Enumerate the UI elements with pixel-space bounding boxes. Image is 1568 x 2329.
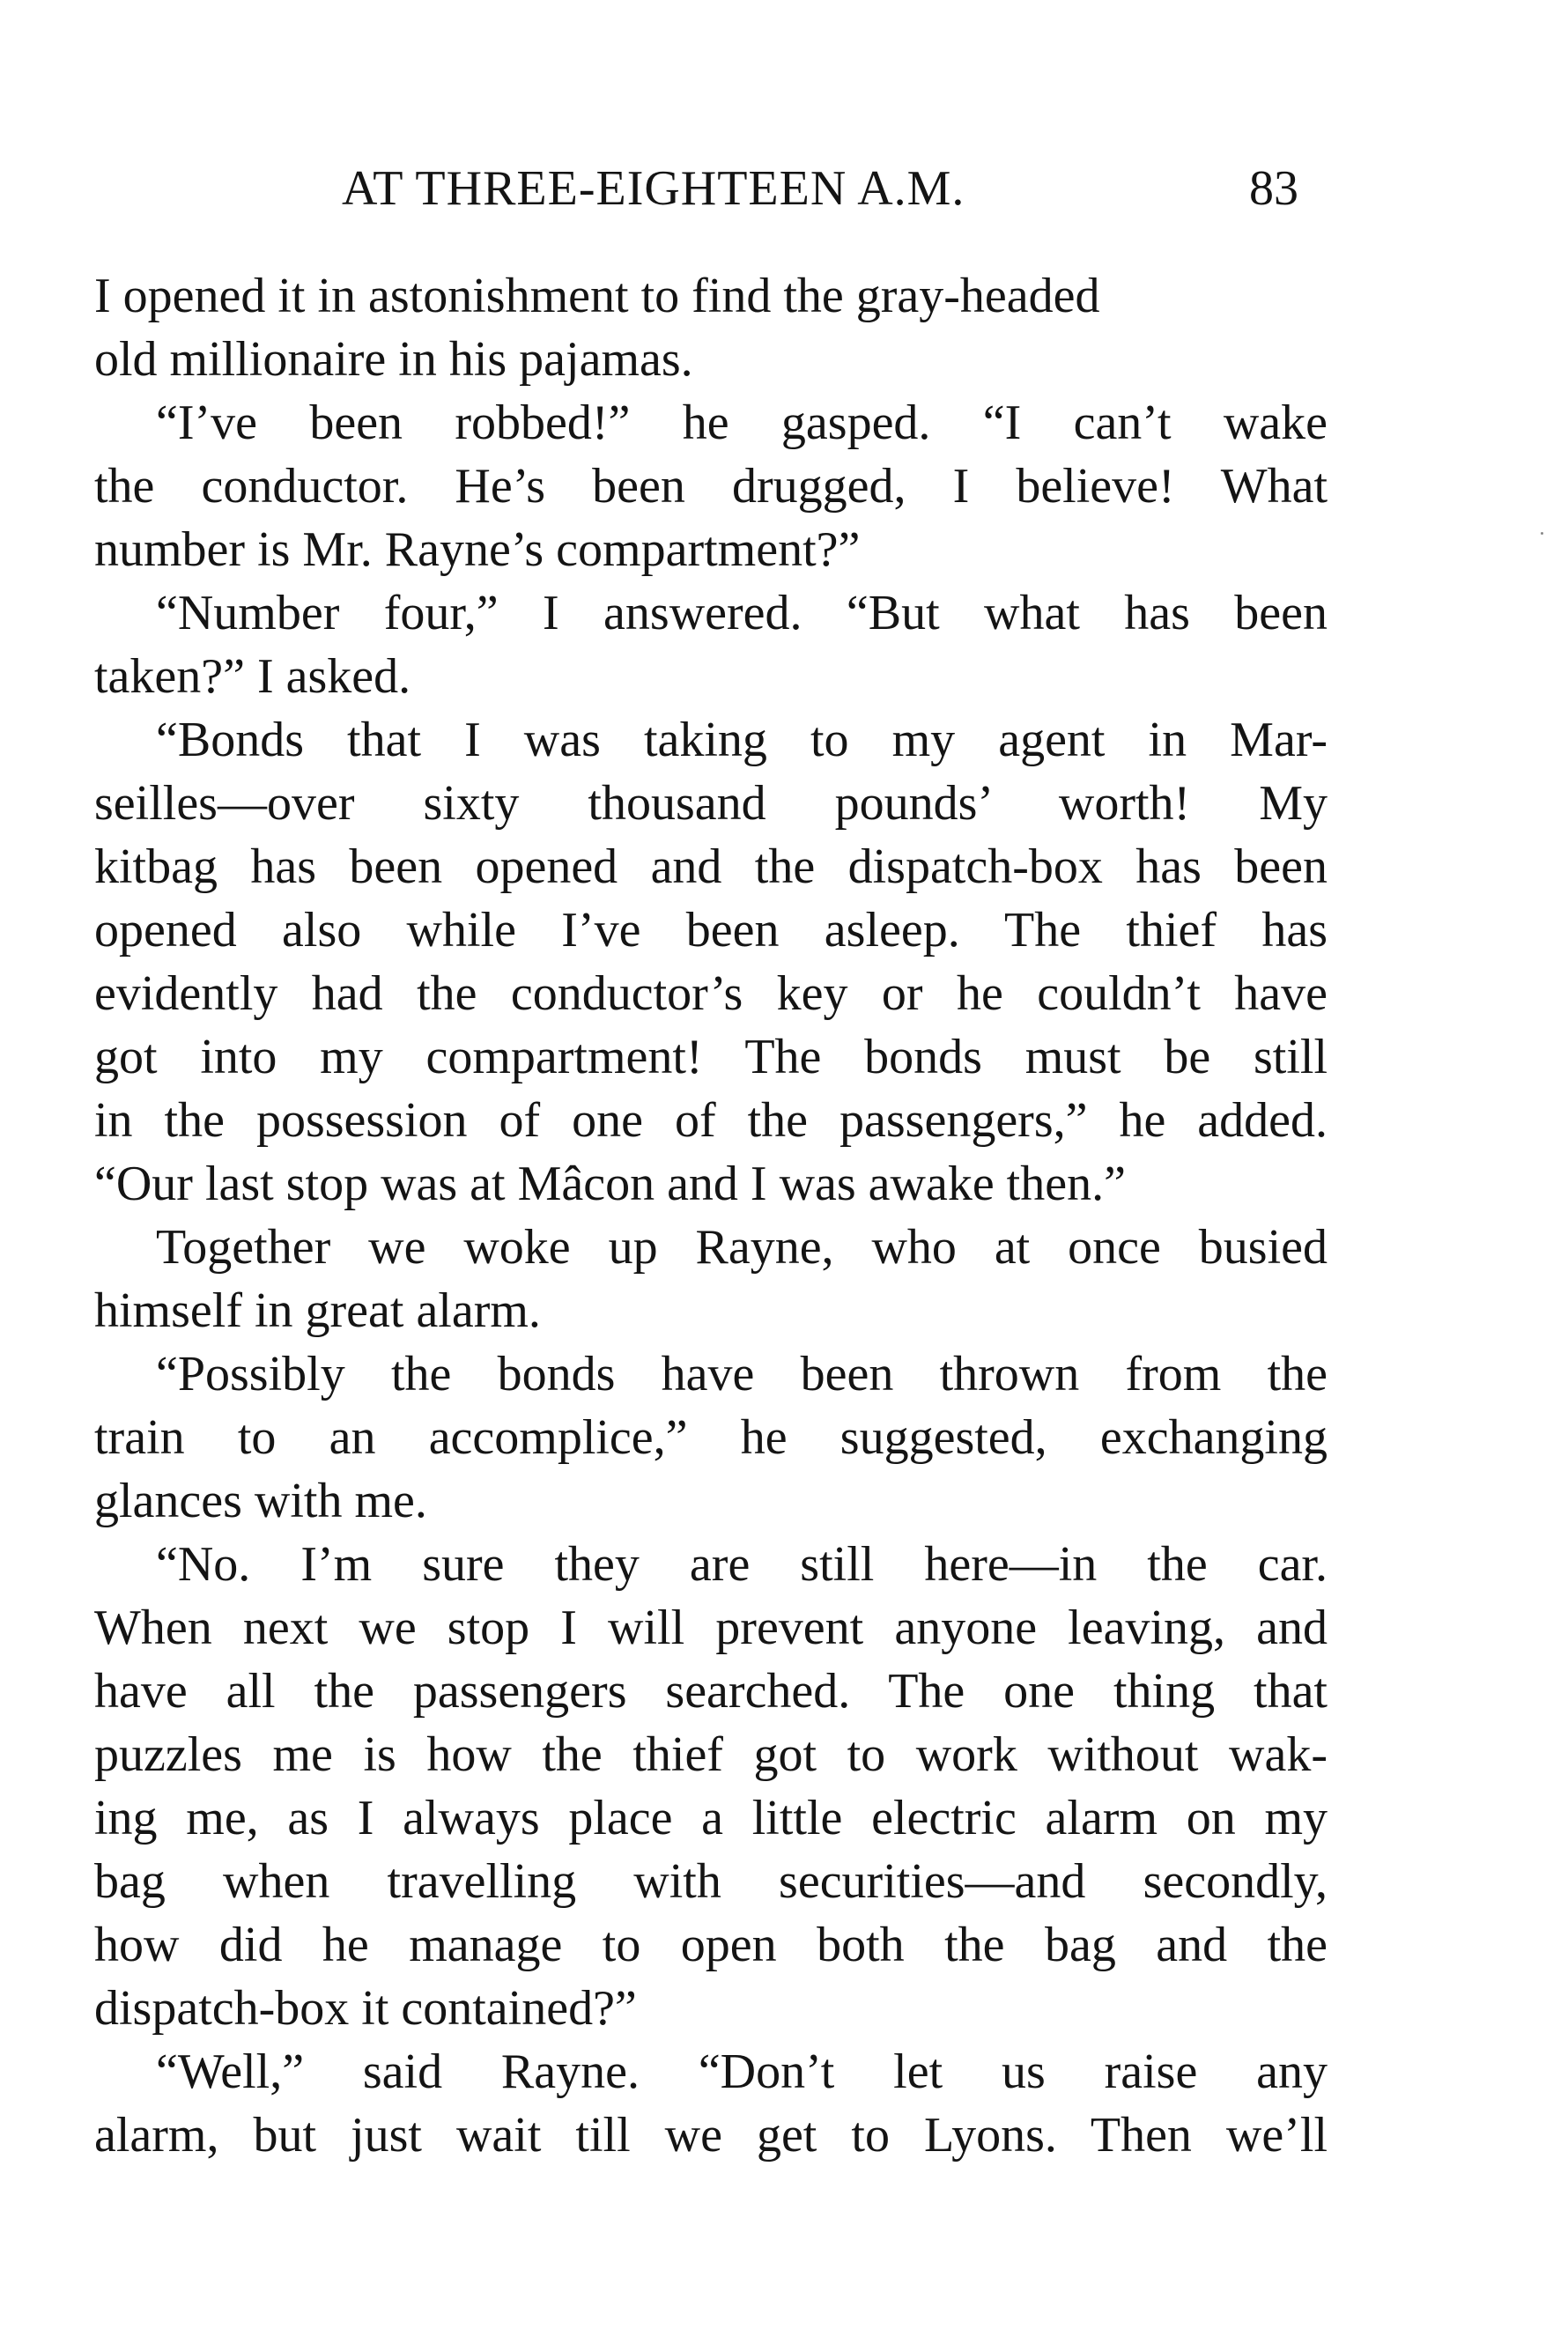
text-line: kitbag has been opened and the dispatch-box has been	[94, 839, 1328, 894]
text-line: got into my compartment! The bonds must be still	[94, 1030, 1328, 1084]
text-line: “Well,” said Rayne. “Don’t let us raise any	[156, 2044, 1328, 2099]
page-number: 83	[1249, 161, 1298, 216]
text-line: the conductor. He’s been drugged, I believe! What	[94, 459, 1328, 514]
text-line: taken?” I asked.	[94, 649, 411, 704]
running-head-title: AT THREE-EIGHTEEN A.M.	[342, 161, 965, 216]
text-line: “Our last stop was at Mâcon and I was awake then.”	[94, 1157, 1126, 1211]
margin-speck	[1541, 532, 1543, 535]
text-line: “Bonds that I was taking to my agent in Mar-	[156, 713, 1328, 767]
text-line: old millionaire in his pajamas.	[94, 332, 693, 387]
text-line: evidently had the conductor’s key or he couldn’t have	[94, 966, 1328, 1021]
text-line: puzzles me is how the thief got to work without wak-	[94, 1727, 1328, 1782]
text-line: bag when travelling with securities—and secondly,	[94, 1854, 1328, 1909]
text-line: glances with me.	[94, 1474, 427, 1528]
text-line: “No. I’m sure they are still here—in the car.	[156, 1537, 1328, 1592]
text-line: “I’ve been robbed!” he gasped. “I can’t wake	[156, 396, 1328, 450]
text-line: in the possession of one of the passengers,” he added.	[94, 1093, 1328, 1148]
text-line: himself in great alarm.	[94, 1283, 541, 1338]
text-line: number is Mr. Rayne’s compartment?”	[94, 522, 861, 577]
text-line: “Possibly the bonds have been thrown from the	[156, 1347, 1328, 1401]
text-line: Together we woke up Rayne, who at once busied	[156, 1220, 1328, 1275]
text-line: seilles—over sixty thousand pounds’ worth! My	[94, 776, 1328, 831]
text-line: ing me, as I always place a little electric alarm on my	[94, 1791, 1328, 1845]
text-line: how did he manage to open both the bag and the	[94, 1918, 1328, 1972]
text-line: I opened it in astonishment to find the gray-headed	[94, 269, 1100, 323]
text-line: When next we stop I will prevent anyone leaving, and	[94, 1601, 1328, 1655]
text-line: have all the passengers searched. The one thing that	[94, 1664, 1328, 1719]
text-line: train to an accomplice,” he suggested, exchanging	[94, 1410, 1328, 1465]
text-line: “Number four,” I answered. “But what has been	[156, 586, 1328, 640]
text-line: opened also while I’ve been asleep. The thief has	[94, 903, 1328, 957]
text-line: dispatch-box it contained?”	[94, 1981, 637, 2036]
text-line: alarm, but just wait till we get to Lyons. Then we’ll	[94, 2108, 1328, 2163]
